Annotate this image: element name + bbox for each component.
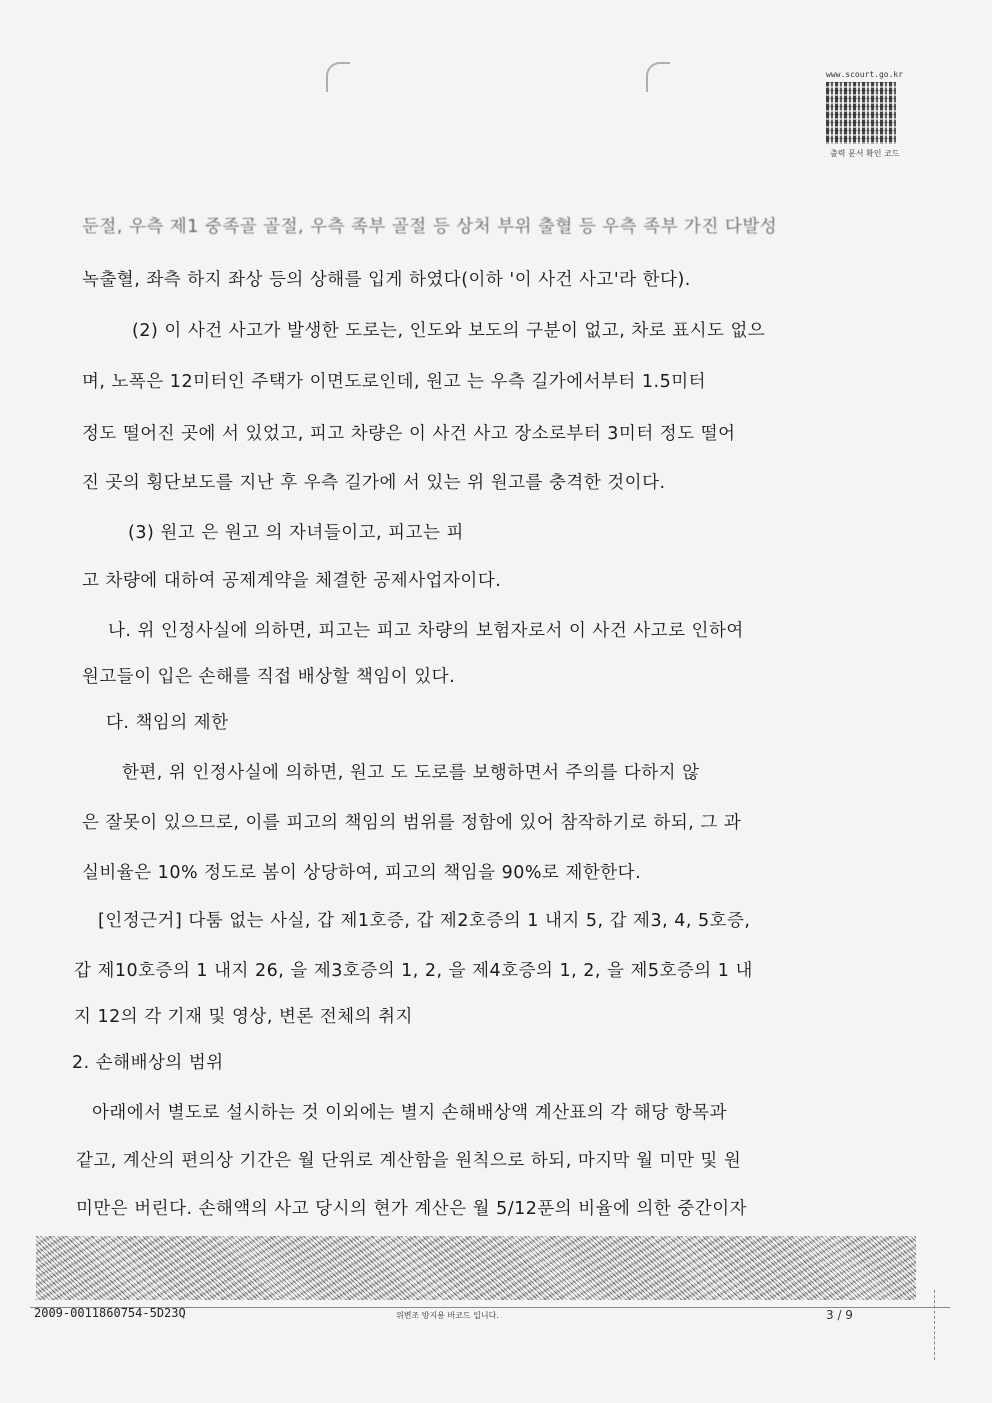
body-line: 아래에서 별도로 설시하는 것 이외에는 별지 손해배상액 계산표의 각 해당 항목과	[92, 1103, 727, 1123]
page-number: 3 / 9	[826, 1308, 853, 1322]
body-line: 지 12의 각 기재 및 영상, 변론 전체의 취지	[74, 1007, 413, 1027]
body-line: 은 잘못이 있으므로, 이를 피고의 책임의 범위를 정함에 있어 참작하기로 하되, 그 과	[82, 813, 742, 833]
body-line: 갑 제10호증의 1 내지 26, 을 제3호증의 1, 2, 을 제4호증의 1, 2, 을 제5호증의 1 내	[74, 961, 753, 981]
body-line: 며, 노폭은 12미터인 주택가 이면도로인데, 원고 는 우측 길가에서부터 1.5미터	[82, 372, 707, 392]
body-line: (3) 원고 은 원고 의 자녀들이고, 피고는 피	[128, 523, 464, 543]
anti-forgery-barcode	[36, 1236, 916, 1300]
punch-hole-mark	[326, 62, 350, 92]
body-line: 고 차량에 대하여 공제계약을 체결한 공제사업자이다.	[82, 571, 502, 591]
body-line: 실비율은 10% 정도로 봄이 상당하여, 피고의 책임을 90%로 제한한다.	[82, 863, 642, 883]
document-id: 2009-0011860754-5D23Q	[34, 1306, 186, 1320]
body-line: (2) 이 사건 사고가 발생한 도로는, 인도와 보도의 구분이 없고, 차로 표시도 없으	[132, 321, 766, 341]
body-line: 진 곳의 횡단보도를 지난 후 우측 길가에 서 있는 위 원고를 충격한 것이다.	[82, 473, 666, 493]
body-line: [인정근거] 다툼 없는 사실, 갑 제1호증, 갑 제2호증의 1 내지 5, 갑 제3, 4, 5호증,	[98, 911, 751, 931]
verification-qr-code	[826, 82, 896, 144]
body-line: 미만은 버린다. 손해액의 사고 당시의 현가 계산은 월 5/12푼의 비율에 의한 중간이자	[76, 1199, 748, 1219]
section-heading: 2. 손해배상의 범위	[72, 1053, 224, 1073]
footer-note: 위변조 방지용 바코드 입니다.	[396, 1311, 499, 1320]
punch-hole-mark	[646, 62, 670, 92]
body-line: 정도 떨어진 곳에 서 있었고, 피고 차량은 이 사건 사고 장소로부터 3미터 정도 떨어	[82, 424, 736, 444]
body-line: 나. 위 인정사실에 의하면, 피고는 피고 차량의 보험자로서 이 사건 사고로 인하여	[108, 621, 744, 641]
body-line: 둔절, 우측 제1 중족골 골절, 우측 족부 골절 등 상처 부위 출혈 등 우측 족부 가진 다발성	[82, 217, 778, 237]
qr-url: www.scourt.go.kr	[826, 70, 904, 79]
body-line: 한편, 위 인정사실에 의하면, 원고 도 도로를 보행하면서 주의를 다하지 않	[122, 763, 700, 783]
section-heading: 다. 책임의 제한	[106, 713, 229, 733]
body-line: 원고들이 입은 손해를 직접 배상할 책임이 있다.	[82, 667, 456, 687]
margin-mark	[934, 1290, 935, 1360]
qr-caption: 출력 문서 확인 코드	[830, 149, 900, 158]
body-line: 같고, 계산의 편의상 기간은 월 단위로 계산함을 원칙으로 하되, 마지막 월 미만 및 원	[76, 1151, 742, 1171]
body-line: 녹출혈, 좌측 하지 좌상 등의 상해를 입게 하였다(이하 '이 사건 사고'라 한다).	[82, 270, 691, 290]
